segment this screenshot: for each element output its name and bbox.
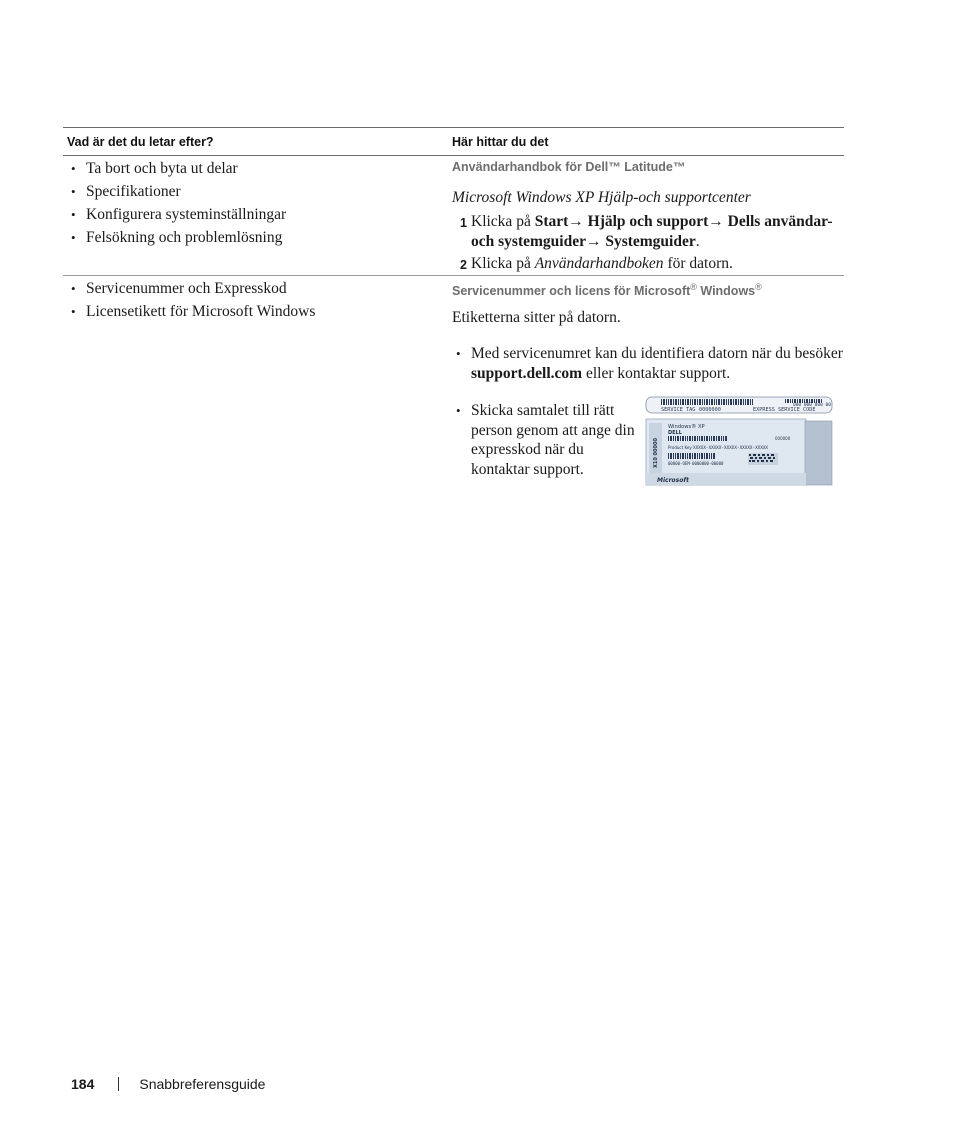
support-link[interactable]: support.dell.com [471,364,583,382]
service-tag-value: 0000000 [699,407,721,413]
bullet-text: Med servicenumret kan du identifiera datorn när du besöker [471,345,843,363]
step-number: 2 [460,258,467,272]
row1-subtitle: Microsoft Windows XP Hjälp-och supportcenter [452,189,751,206]
list-item: • Servicenummer och Expresskod [71,277,449,300]
2d-barcode-icon [748,453,778,465]
list-item: • Felsökning och problemlösning [71,226,449,249]
list-item: • Licensetikett för Microsoft Windows [71,300,449,323]
step-2 [460,254,844,274]
oem-code: 00000-OEM-0000000-00000 [668,461,724,466]
row1-steps [460,212,844,274]
menu-dell-guides: Dells användar- och systemguider [471,213,833,250]
table-row [63,156,844,275]
arrow-glyph: → [568,213,588,230]
registered-mark: ® [690,282,697,292]
express-code-value: 000 000 000 00 [793,403,831,408]
express-code-label: EXPRESS SERVICE CODE [753,407,816,413]
windows-xp-logo: Windows® XP [668,424,705,430]
row2-title [452,280,844,299]
page-number: 184 [71,1076,95,1092]
row1-title: Användarhandbok för Dell™ Latitude™ [452,160,686,174]
registered-mark: ® [755,282,762,292]
product-key-value: XXXXX-XXXXX-XXXXX-XXXXX-XXXXX [693,446,769,451]
menu-start: Start [534,213,569,230]
step-number: 1 [460,216,467,230]
title-text: Windows [696,284,756,299]
service-tag-label: SERVICE TAG [661,407,696,413]
row2-intro: Etiketterna sitter på datorn. [452,309,621,327]
step-text: . [695,233,700,250]
list-item: • Ta bort och byta ut delar [71,157,449,180]
list-item [456,344,844,383]
footer-divider [118,1077,119,1091]
handbook-name: Användarhandboken [534,255,664,272]
header-col2: Här hittar du det [452,134,549,149]
product-key-label: Product Key [668,445,692,450]
arrow-glyph: → [708,213,728,230]
list-item: • Specifikationer [71,180,449,203]
menu-system-guides: Systemguider [605,233,696,250]
arrow-glyph: → [585,233,606,250]
label-code: 000000 [775,436,791,441]
dell-logo: DELL [668,430,682,436]
bullet-text: eller kontaktar support. [582,364,731,382]
service-label-image [645,396,833,488]
step-text: Klicka på [471,255,535,272]
list-item: • Konfigurera systeminställningar [71,203,449,226]
step-1 [460,212,844,252]
row1-list [71,157,449,249]
microsoft-logo: Microsoft [657,477,689,484]
row2-list [71,277,449,323]
guide-title: Snabbreferensguide [139,1076,266,1092]
title-text: Servicenummer och licens för Microsoft [452,284,691,299]
step-text: Klicka på [471,213,535,230]
list-item: • Skicka samtalet till rätt person genom att ange din expresskod när du kontaktar support. [456,401,636,479]
side-code: X10 00000 [653,438,659,468]
table-header [63,128,844,155]
page-footer [71,1076,265,1092]
header-col1: Vad är det du letar efter? [67,134,214,149]
step-text: för datorn. [663,255,733,272]
menu-help-support: Hjälp och support [587,213,709,230]
